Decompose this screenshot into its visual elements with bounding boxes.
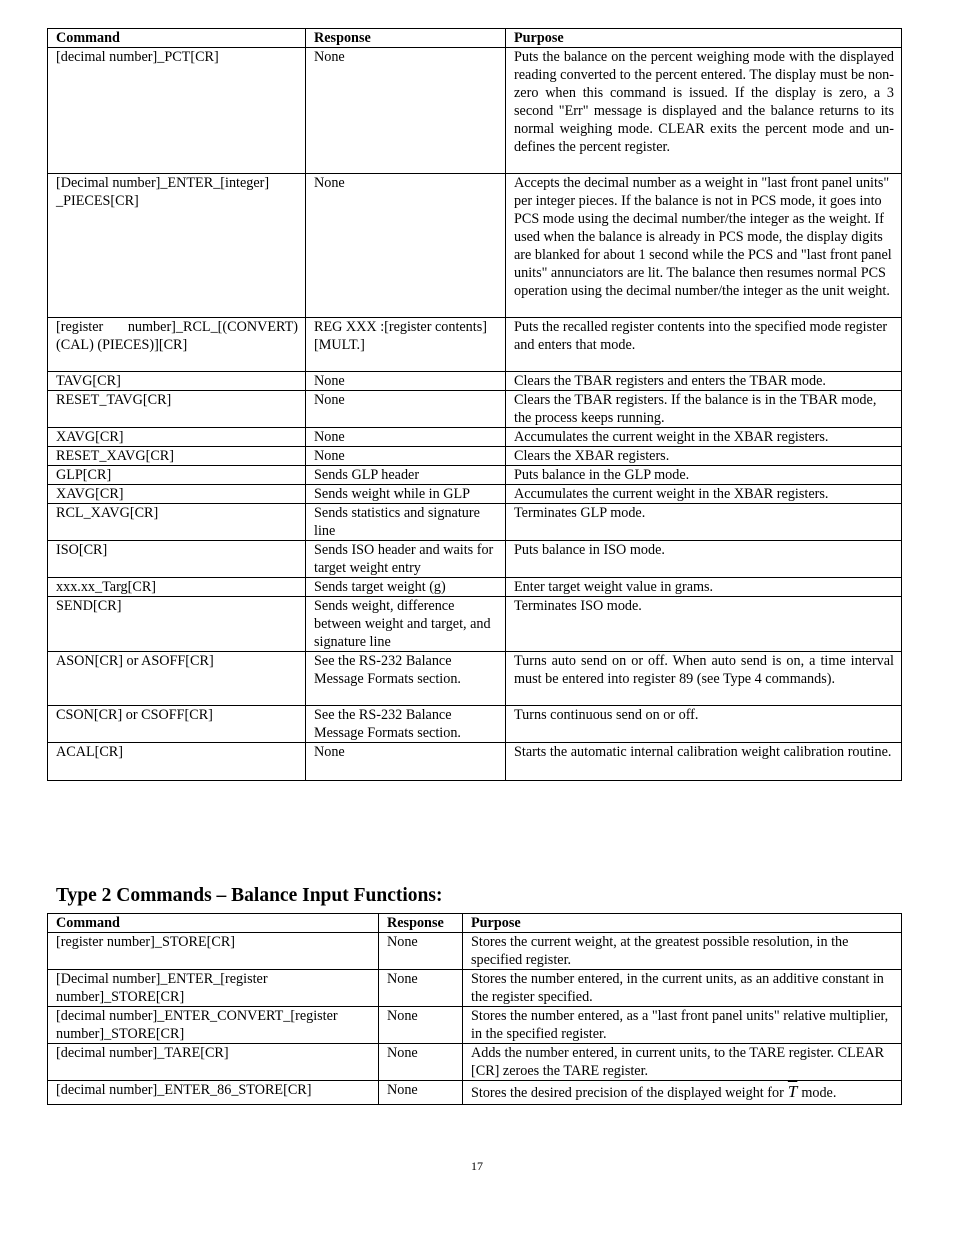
column-header-response: Response <box>306 29 506 48</box>
command-cell: XAVG[CR] <box>48 485 306 504</box>
table-row <box>48 970 902 1007</box>
purpose-cell: Stores the number entered, in the current units, as an additive constant in the register specified. <box>463 970 902 1007</box>
response-cell: None <box>306 48 506 174</box>
response-cell: None <box>306 743 506 781</box>
purpose-cell: Puts the recalled register contents into the specified mode register and enters that mode. <box>506 318 902 372</box>
purpose-cell: Puts the balance on the percent weighing mode with the displayed reading converted to the percent entered. The display must be non-zero when this command is issued. If the display is zero, a 3 second "Err" message is displayed and the balance returns to its normal weighing mode. CLEAR exits the percent mode and un-defines the percent register. <box>506 48 902 174</box>
purpose-cell <box>463 1081 902 1105</box>
command-cell: xxx.xx_Targ[CR] <box>48 578 306 597</box>
purpose-cell: Terminates ISO mode. <box>506 597 902 652</box>
command-cell: [decimal number]_TARE[CR] <box>48 1044 379 1081</box>
purpose-cell: Puts balance in ISO mode. <box>506 541 902 578</box>
response-cell: Sends weight, difference between weight and target, and signature line <box>306 597 506 652</box>
table-row <box>48 1081 902 1105</box>
column-header-purpose: Purpose <box>463 914 902 933</box>
command-cell: TAVG[CR] <box>48 372 306 391</box>
response-cell: None <box>379 1081 463 1105</box>
command-cell: [register number]_RCL_[(CONVERT) (CAL) (PIECES)][CR] <box>48 318 306 372</box>
purpose-cell: Clears the TBAR registers and enters the TBAR mode. <box>506 372 902 391</box>
type1-commands-table <box>47 28 902 781</box>
table-row <box>48 578 902 597</box>
command-cell: RESET_XAVG[CR] <box>48 447 306 466</box>
purpose-cell: Turns auto send on or off. When auto send is on, a time interval must be entered into register 89 (see Type 4 commands). <box>506 652 902 706</box>
response-cell: Sends ISO header and waits for target weight entry <box>306 541 506 578</box>
t-bar-symbol: $\overline{T}$ <box>787 1082 798 1101</box>
purpose-cell: Accepts the decimal number as a weight in "last front panel units" per integer pieces. If the balance is not in PCS mode, it goes into PCS mode using the decimal number/the integer as the weight. If used when the balance is already in PCS mode, the display digits are blanked for about 1 second while the PCS and "last front panel units" annunciators are lit. The balance then resumes normal PCS operation using the decimal number/the integer as the unit weight. <box>506 174 902 318</box>
command-cell: [decimal number]_PCT[CR] <box>48 48 306 174</box>
command-cell: RCL_XAVG[CR] <box>48 504 306 541</box>
table-header-row <box>48 914 902 933</box>
command-cell: CSON[CR] or CSOFF[CR] <box>48 706 306 743</box>
purpose-cell: Accumulates the current weight in the XBAR registers. <box>506 428 902 447</box>
purpose-cell: Terminates GLP mode. <box>506 504 902 541</box>
purpose-cell: Clears the XBAR registers. <box>506 447 902 466</box>
table-header-row <box>48 29 902 48</box>
purpose-cell: Accumulates the current weight in the XBAR registers. <box>506 485 902 504</box>
command-cell: GLP[CR] <box>48 466 306 485</box>
response-cell: None <box>306 391 506 428</box>
table-row <box>48 652 902 706</box>
command-cell: RESET_TAVG[CR] <box>48 391 306 428</box>
table-row <box>48 48 902 174</box>
table-row <box>48 372 902 391</box>
table-row <box>48 706 902 743</box>
command-cell: ASON[CR] or ASOFF[CR] <box>48 652 306 706</box>
response-cell: Sends GLP header <box>306 466 506 485</box>
column-header-command: Command <box>48 914 379 933</box>
table-row <box>48 933 902 970</box>
response-cell: Sends statistics and signature line <box>306 504 506 541</box>
response-cell: Sends target weight (g) <box>306 578 506 597</box>
column-header-purpose: Purpose <box>506 29 902 48</box>
column-header-command: Command <box>48 29 306 48</box>
response-cell: None <box>306 372 506 391</box>
response-cell: None <box>379 1044 463 1081</box>
table-row <box>48 743 902 781</box>
table-row <box>48 597 902 652</box>
response-cell: REG XXX :[register contents][MULT.] <box>306 318 506 372</box>
page-number: 17 <box>471 1159 483 1173</box>
response-cell: None <box>306 428 506 447</box>
response-cell: None <box>306 447 506 466</box>
table-row <box>48 174 902 318</box>
response-cell: See the RS-232 Balance Message Formats section. <box>306 706 506 743</box>
table-row <box>48 1044 902 1081</box>
command-cell: XAVG[CR] <box>48 428 306 447</box>
response-cell: None <box>379 1007 463 1044</box>
purpose-cell: Clears the TBAR registers. If the balance is in the TBAR mode, the process keeps running. <box>506 391 902 428</box>
command-cell: [Decimal number]_ENTER_[integer] _PIECES[CR] <box>48 174 306 318</box>
response-cell: None <box>379 933 463 970</box>
purpose-cell: Turns continuous send on or off. <box>506 706 902 743</box>
purpose-text-end: mode. <box>801 1085 837 1101</box>
command-cell: SEND[CR] <box>48 597 306 652</box>
table-row <box>48 318 902 372</box>
command-cell: ISO[CR] <box>48 541 306 578</box>
table-row <box>48 1007 902 1044</box>
purpose-cell: Puts balance in the GLP mode. <box>506 466 902 485</box>
response-cell: None <box>379 970 463 1007</box>
purpose-cell: Stores the current weight, at the greatest possible resolution, in the specified register. <box>463 933 902 970</box>
command-cell: [Decimal number]_ENTER_[register number]_STORE[CR] <box>48 970 379 1007</box>
type2-commands-table <box>47 913 902 1105</box>
table-row <box>48 428 902 447</box>
command-cell: [decimal number]_ENTER_86_STORE[CR] <box>48 1081 379 1105</box>
purpose-cell: Starts the automatic internal calibration weight calibration routine. <box>506 743 902 781</box>
purpose-cell: Stores the number entered, as a "last front panel units" relative multiplier, in the specified register. <box>463 1007 902 1044</box>
command-cell: [register number]_STORE[CR] <box>48 933 379 970</box>
response-cell: Sends weight while in GLP <box>306 485 506 504</box>
column-header-response: Response <box>379 914 463 933</box>
purpose-cell: Adds the number entered, in current units, to the TARE register. CLEAR [CR] zeroes the TARE register. <box>463 1044 902 1081</box>
response-cell: See the RS-232 Balance Message Formats section. <box>306 652 506 706</box>
table-row <box>48 447 902 466</box>
purpose-text: Stores the desired precision of the displayed weight for <box>471 1085 784 1101</box>
command-cell: [decimal number]_ENTER_CONVERT_[register number]_STORE[CR] <box>48 1007 379 1044</box>
purpose-cell: Enter target weight value in grams. <box>506 578 902 597</box>
response-cell: None <box>306 174 506 318</box>
command-cell: ACAL[CR] <box>48 743 306 781</box>
table-row <box>48 541 902 578</box>
table-row <box>48 391 902 428</box>
table-row <box>48 504 902 541</box>
section-title: Type 2 Commands – Balance Input Functions: <box>56 885 443 906</box>
table-row <box>48 466 902 485</box>
table-row <box>48 485 902 504</box>
